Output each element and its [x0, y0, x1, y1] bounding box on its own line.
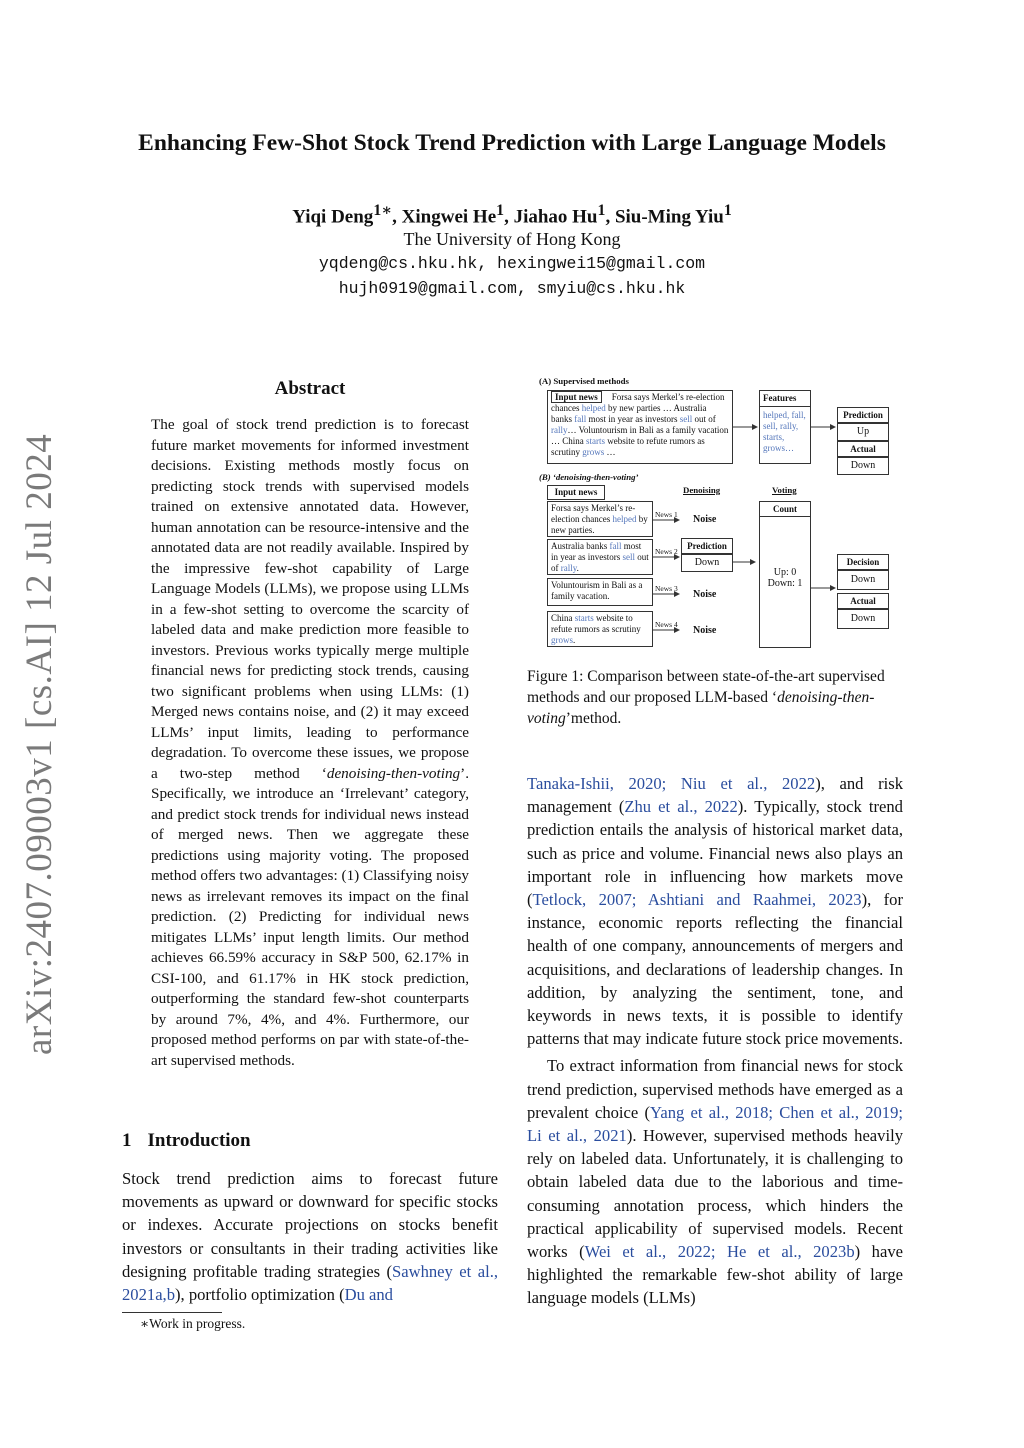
author: Yiqi Deng	[292, 206, 374, 228]
decision-value: Down	[837, 570, 889, 590]
voting-count-box: Count Up: 0 Down: 1	[759, 501, 811, 648]
author-list: Yiqi Deng$^{1∗}$, Xingwei He$^1$, Jiahao Hu$^1$, Siu-Ming Yiu$^1$	[292, 202, 732, 228]
news-arrow-label: News 4	[655, 620, 678, 629]
intro-paragraph: Stock trend prediction aims to forecast future movements as upward or downward for specific stocks or indexes. Accurate projections on stocks benefit investors or consultants in their trading activities like designing profitable trading strategies (Sawhney et al., 2021a,b), portfolio optimization (Du and	[122, 1169, 498, 1305]
citation-link[interactable]: Tetlock, 2007; Ashtiani and Raahmei, 2023	[532, 890, 862, 910]
panel-a-actual-head: Actual	[837, 441, 889, 457]
decision-head: Decision	[837, 554, 889, 570]
figure-caption: Figure 1: Comparison between state-of-the-art supervised methods and our proposed LLM-based ‘denoising-then-voting’method.	[527, 668, 885, 727]
noise-label: Noise	[693, 625, 717, 636]
panel-a-prediction-value: Up	[837, 423, 889, 441]
email-line: yqdeng@cs.hku.hk, hexingwei15@gmail.com	[318, 254, 706, 273]
noise-label: Noise	[693, 514, 717, 525]
panel-b-actual-head: Actual	[837, 593, 889, 609]
citation-link[interactable]: Du and	[344, 1285, 393, 1305]
panel-a-input-news: Input news Forsa says Merkel’s re-election chances helped by new parties … Australia banks fall most in year as investors sell out of rally… Voluntourism in Bali as a family vacation … China starts website to refute rumors as scrutiny grows …	[547, 390, 733, 464]
panel-a-actual-value: Down	[837, 457, 889, 475]
citation-link[interactable]: Zhu et al., 2022	[624, 797, 738, 817]
news-arrow-label: News 2	[655, 547, 678, 556]
author: Jiahao Hu	[513, 206, 598, 228]
panel-b-news-4: China starts website to refute rumors as scrutiny grows.	[547, 611, 653, 647]
abstract-body: The goal of stock trend prediction is to forecast future market movements for informed investment decisions. Existing methods mostly focus on predicting stock trends with supervised models trained on extensive annotated data. However, human annotation can be resource-intensive and the annotated data are not readily available. Inspired by the impressive few-shot capability of Large Language Models (LLMs), we propose using LLMs in a few-shot setting to overcome the scarcity of labeled data and make prediction more feasible to investors. Previous works typically merge multiple financial news for predicting stock trends, causing two significant problems when using LLMs: (1) Merged news contains noise, and (2) it may exceed LLMs’ input limits, leading to performance degradation. To overcome these issues, we propose a two-step method ‘denoising-then-voting’. Specifically, we introduce an ‘Irrelevant’ category, and predict stock trends for individual news instead of merged news. Then we aggregate these predictions using majority voting. The proposed method offers two advantages: (1) Classifying noisy news as irrelevant removes its impact on the final prediction. (2) Predicting for individual news mitigates LLMs’ input length limits. Our method achieves 66.59% accuracy in S&P 500, 62.17% in CSI-100, and 61.17% in HK stock prediction, outperforming the standard few-shot counterparts by around 7%, 4%, and 4%. Furthermore, our proposed method performs on par with state-of-the-art supervised methods.	[151, 416, 469, 1069]
footnote-rule	[122, 1312, 222, 1313]
figure-1	[537, 372, 912, 662]
panel-b-news-1: Forsa says Merkel’s re-election chances helped by new parties.	[547, 501, 653, 537]
arxiv-stamp: arXiv:2407.09003v1 [cs.AI] 12 Jul 2024	[19, 433, 60, 1055]
panel-b-actual-value: Down	[837, 609, 889, 629]
citation-link[interactable]: Sawhney et al., 2021a,b	[122, 1261, 498, 1305]
news-arrow-label: News 3	[655, 584, 678, 593]
news-arrow-label: News 1	[655, 510, 678, 519]
panel-b-prediction-value: Down	[681, 554, 733, 572]
panel-b-news-2: Australia banks fall most in year as investors sell out of rally.	[547, 539, 653, 575]
affiliation: The University of Hong Kong	[403, 229, 621, 249]
email-line: hujh0919@gmail.com, smyiu@cs.hku.hk	[338, 279, 686, 298]
abstract-heading: Abstract	[274, 378, 346, 399]
citation-link[interactable]: Tanaka-Ishii, 2020; Niu et al., 2022	[527, 774, 816, 793]
author: Siu-Ming Yiu	[614, 206, 724, 228]
denoising-label: Denoising	[683, 485, 721, 495]
noise-label: Noise	[693, 589, 717, 600]
panel-a-features: Features helped, fall, sell, rally, starts, grows…	[759, 390, 811, 464]
figure-panel-a-label: (A) Supervised methods	[539, 376, 629, 386]
citation-link[interactable]: Yang et al., 2018; Chen et al., 2019; Li et al., 2021	[527, 1102, 903, 1146]
paper-title: Enhancing Few-Shot Stock Trend Prediction with Large Language Models	[138, 130, 886, 156]
panel-b-input-news-head: Input news	[547, 485, 605, 500]
citation-link[interactable]: Wei et al., 2022; He et al., 2023b	[584, 1242, 855, 1262]
section-heading-introduction: 1 Introduction	[122, 1130, 251, 1151]
panel-b-news-3: Voluntourism in Bali as a family vacation.	[547, 578, 653, 606]
figure-panel-b-label: (B) ‘denoising-then-voting’	[539, 472, 639, 482]
footnote: ∗Work in progress.	[140, 1316, 246, 1331]
author: Xingwei He	[401, 206, 497, 228]
panel-a-prediction-head: Prediction	[837, 407, 889, 423]
voting-label: Voting	[772, 485, 797, 495]
right-column-text: Tanaka-Ishii, 2020; Niu et al., 2022), and risk management (Zhu et al., 2022). Typically, stock trend prediction entails the analysis of historical market data, such as price and volume. Financial news also plays an important role in influencing how markets move (Tetlock, 2007; Ashtiani and Raahmei, 2023), for instance, economic reports reflecting the financial health of one company, announcements of mergers and acquisitions, and declarations of leadership changes. In addition, by analyzing the sentiment, tone, and keywords in news texts, it is possible to identify patterns that may indicate future stock price movements. To extract information from financial news for stock trend prediction, supervised methods have emerged as a prevalent choice (Yang et al., 2018; Chen et al., 2019; Li et al., 2021). However, supervised methods heavily rely on labeled data. Unfortunately, it is challenging to obtain labeled data due to the laborious and time-consuming annotation process, which hinders the practical applicability of supervised models. Recent works (Wei et al., 2022; He et al., 2023b) have highlighted the remarkable few-shot ability of large language models (LLMs)	[527, 774, 904, 1308]
panel-b-prediction-head: Prediction	[681, 538, 733, 554]
